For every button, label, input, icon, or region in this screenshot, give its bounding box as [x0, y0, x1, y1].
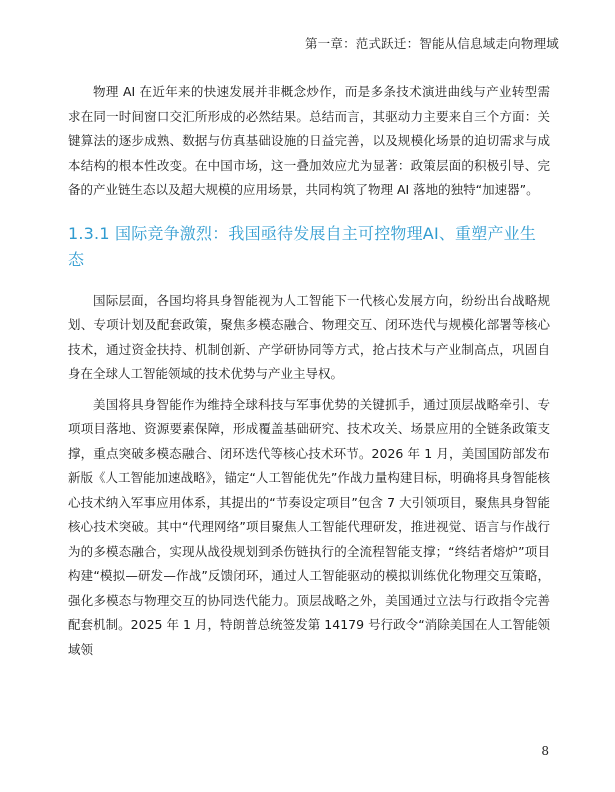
intro-paragraph: 物理 AI 在近年来的快速发展并非概念炒作，而是多条技术演进曲线与产业转型需求在同一时间窗口交汇所形成的必然结果。总结而言，其驱动力主要来自三个方面：关键算法的逐步成熟、数据与仿真基础设施的日益完善，以及规模化场景的迫切需求与成本结构的根本性改变。在中国市场，这一叠加效应尤为显著：政策层面的积极引导、完备的产业链生态以及超大规模的应用场景，共同构筑了物理 AI 落地的独特“加速器”。	[68, 84, 550, 197]
page-body	[68, 80, 550, 668]
running-header: 第一章：范式跃迁：智能从信息域走向物理域	[304, 36, 559, 51]
body-paragraph-usa: 美国将具身智能作为维持全球科技与军事优势的关键抓手，通过顶层战略牵引、专项项目落地、资源要素保障，形成覆盖基础研究、技术攻关、场景应用的全链条政策支撑，重点突破多模态融合、闭环迭代等核心技术环节。2026 年 1 月，美国国防部发布新版《人工智能加速战略》，锚定“人工智能优先”作战力量构建目标，明确将具身智能核心技术纳入军事应用体系，其提出的“节奏设定项目”包含 7 大引领项目，聚焦具身智能核心技术突破。其中“代理网络”项目聚焦人工智能代理研发，推进视觉、语言与作战行为的多模态融合，实现从战役规划到杀伤链执行的全流程智能支撑；“终结者熔炉”项目构建“模拟—研发—作战”反馈闭环，通过人工智能驱动的模拟训练优化物理交互策略，强化多模态与物理交互的协同迭代能力。顶层战略之外，美国通过立法与行政指令完善配套机制。2025 年 1 月，特朗普总统签发第 14179 号行政令“消除美国在人工智能领域领	[68, 396, 550, 657]
section-heading: 1.3.1 国际竞争激烈：我国亟待发展自主可控物理AI、重塑产业生态	[68, 223, 537, 269]
body-paragraph-international: 国际层面，各国均将具身智能视为人工智能下一代核心发展方向，纷纷出台战略规划、专项计划及配套政策，聚焦多模态融合、物理交互、闭环迭代与规模化部署等核心技术，通过资金扶持、机制创新、产学研协同等方式，抢占技术与产业制高点，巩固自身在全球人工智能领域的技术优势与产业主导权。	[68, 292, 550, 381]
page-number: 8	[541, 744, 549, 758]
